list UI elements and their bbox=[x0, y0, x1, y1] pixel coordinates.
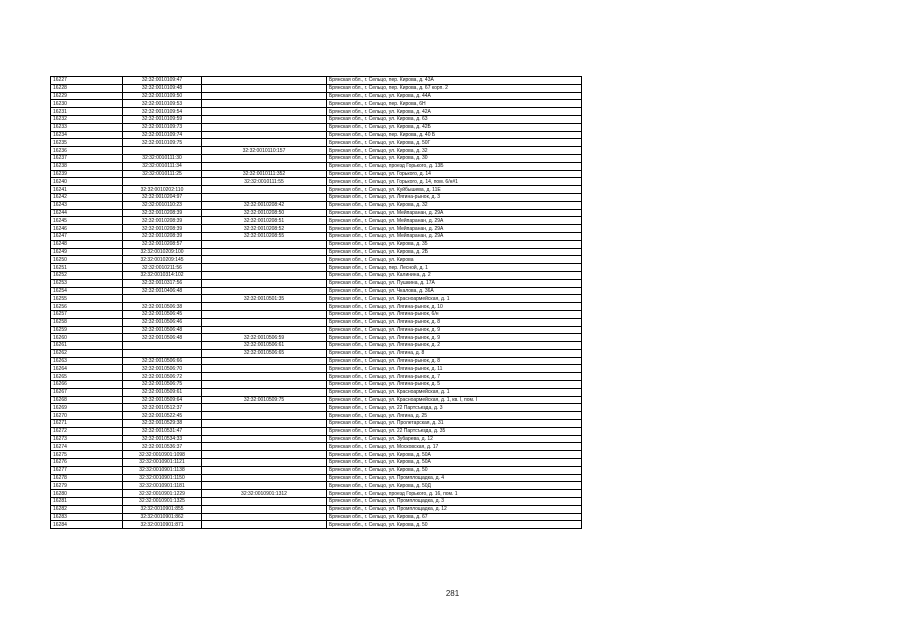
table-row bbox=[51, 193, 582, 201]
table-row bbox=[51, 404, 582, 412]
cadastral-number-cell: 32:32:0010531:47 bbox=[123, 427, 202, 435]
row-number-cell: 16272 bbox=[51, 427, 123, 435]
previous-number-cell bbox=[202, 131, 327, 139]
address-cell: Брянская обл., г. Сельцо, ул. Кирова, д. 32 bbox=[327, 147, 582, 155]
address-cell: Брянская обл., г. Сельцо, ул. Лягина-рынок, д. 9 bbox=[327, 334, 582, 342]
table-row bbox=[51, 474, 582, 482]
address-cell: Брянская обл., г. Сельцо, пер. Лесной, д. 1 bbox=[327, 264, 582, 272]
cadastral-number-cell: 32:32:0010314:102 bbox=[123, 271, 202, 279]
address-cell: Брянская обл., г. Сельцо, пер. Кирова, д. 40 Б bbox=[327, 131, 582, 139]
row-number-cell: 16284 bbox=[51, 521, 123, 529]
table-row bbox=[51, 381, 582, 389]
cadastral-number-cell: 32:32:0010208:57 bbox=[123, 240, 202, 248]
table-row bbox=[51, 147, 582, 155]
table-row bbox=[51, 420, 582, 428]
cadastral-number-cell: 32:32:0010109:74 bbox=[123, 131, 202, 139]
row-number-cell: 16260 bbox=[51, 334, 123, 342]
row-number-cell: 16255 bbox=[51, 295, 123, 303]
table-row bbox=[51, 459, 582, 467]
row-number-cell: 16257 bbox=[51, 310, 123, 318]
address-cell: Брянская обл., г. Сельцо, ул. 22 Партсъезда, д. 3 bbox=[327, 404, 582, 412]
previous-number-cell bbox=[202, 412, 327, 420]
previous-number-cell bbox=[202, 92, 327, 100]
table-row bbox=[51, 521, 582, 529]
previous-number-cell bbox=[202, 373, 327, 381]
cadastral-number-cell bbox=[123, 349, 202, 357]
address-cell: Брянская обл., г. Сельцо, ул. Лягина-рынок, д. 10 bbox=[327, 303, 582, 311]
row-number-cell: 16230 bbox=[51, 100, 123, 108]
cadastral-number-cell: 32:32:0010534:33 bbox=[123, 435, 202, 443]
address-cell: Брянская обл., г. Сельцо, ул. Лягина-рынок, д. 11 bbox=[327, 365, 582, 373]
address-cell: Брянская обл., г. Сельцо, пер. Кирова, 6Н bbox=[327, 100, 582, 108]
table-row bbox=[51, 77, 582, 85]
cadastral-number-cell: 32:32:0010202:110 bbox=[123, 186, 202, 194]
row-number-cell: 16268 bbox=[51, 396, 123, 404]
cadastral-number-cell: 32:32:0010509:61 bbox=[123, 388, 202, 396]
table-row bbox=[51, 318, 582, 326]
address-cell: Брянская обл., г. Сельцо, ул. Кирова, д. 63 bbox=[327, 115, 582, 123]
cadastral-number-cell: 32:32:0010111:34 bbox=[123, 162, 202, 170]
table-row bbox=[51, 232, 582, 240]
row-number-cell: 16245 bbox=[51, 217, 123, 225]
row-number-cell: 16250 bbox=[51, 256, 123, 264]
previous-number-cell: 32:32:0010208:50 bbox=[202, 209, 327, 217]
row-number-cell: 16275 bbox=[51, 451, 123, 459]
row-number-cell: 16238 bbox=[51, 162, 123, 170]
previous-number-cell bbox=[202, 482, 327, 490]
cadastral-number-cell: 32:32:0010506:48 bbox=[123, 326, 202, 334]
address-cell: Брянская обл., г. Сельцо, ул. Кирова, д. 50А bbox=[327, 459, 582, 467]
address-cell: Брянская обл., г. Сельцо, ул. Кирова, д. 50 bbox=[327, 466, 582, 474]
previous-number-cell bbox=[202, 193, 327, 201]
cadastral-number-cell: 32:32:0010110:23 bbox=[123, 201, 202, 209]
row-number-cell: 16253 bbox=[51, 279, 123, 287]
row-number-cell: 16229 bbox=[51, 92, 123, 100]
address-cell: Брянская обл., г. Сельцо, ул. Кирова, д. 50 bbox=[327, 521, 582, 529]
address-cell: Брянская обл., г. Сельцо, ул. Кирова, д. 30 bbox=[327, 154, 582, 162]
table-row bbox=[51, 342, 582, 350]
previous-number-cell bbox=[202, 388, 327, 396]
cadastral-number-cell: 32:32:0010901:871 bbox=[123, 521, 202, 529]
previous-number-cell bbox=[202, 521, 327, 529]
cadastral-number-cell: 32:32:0010529:38 bbox=[123, 420, 202, 428]
cadastral-number-cell: 32:32:0010109:48 bbox=[123, 84, 202, 92]
previous-number-cell bbox=[202, 84, 327, 92]
table-row bbox=[51, 139, 582, 147]
cadastral-number-cell: 32:32:0010901:1229 bbox=[123, 490, 202, 498]
previous-number-cell bbox=[202, 505, 327, 513]
previous-number-cell bbox=[202, 240, 327, 248]
row-number-cell: 16264 bbox=[51, 365, 123, 373]
cadastral-number-cell bbox=[123, 178, 202, 186]
cadastral-number-cell: 32:32:0010536:37 bbox=[123, 443, 202, 451]
address-cell: Брянская обл., г. Сельцо, ул. Московская, д. 17 bbox=[327, 443, 582, 451]
table-row bbox=[51, 264, 582, 272]
address-cell: Брянская обл., г. Сельцо, ул. Лягина-рынок, д. 7 bbox=[327, 373, 582, 381]
table-row bbox=[51, 365, 582, 373]
cadastral-number-cell: 32:32:0010901:1325 bbox=[123, 498, 202, 506]
previous-number-cell: 32:32:0010501:35 bbox=[202, 295, 327, 303]
cadastral-number-cell: 32:32:0010522:45 bbox=[123, 412, 202, 420]
address-cell: Брянская обл., г. Сельцо, проезд Горького, д. 16, пом. 1 bbox=[327, 490, 582, 498]
address-cell: Брянская обл., г. Сельцо, ул. Мейпаранан, д. 29А bbox=[327, 209, 582, 217]
table-row bbox=[51, 186, 582, 194]
address-cell: Брянская обл., г. Сельцо, ул. Чкалова, д. 36А bbox=[327, 287, 582, 295]
row-number-cell: 16265 bbox=[51, 373, 123, 381]
previous-number-cell bbox=[202, 451, 327, 459]
address-cell: Брянская обл., г. Сельцо, пер. Кирова, д. 67 корп. 2 bbox=[327, 84, 582, 92]
address-cell: Брянская обл., г. Сельцо, ул. Кирова bbox=[327, 256, 582, 264]
cadastral-number-cell: 32:32:0010209:100 bbox=[123, 248, 202, 256]
row-number-cell: 16283 bbox=[51, 513, 123, 521]
previous-number-cell: 32:32:0010111:352 bbox=[202, 170, 327, 178]
address-cell: Брянская обл., г. Сельцо, ул. Кирова, д. 2Б bbox=[327, 248, 582, 256]
address-cell: Брянская обл., г. Сельцо, ул. Кирова, д. 42А bbox=[327, 108, 582, 116]
previous-number-cell: 32:32:0010110:157 bbox=[202, 147, 327, 155]
cadastral-number-cell: 32:32:0010109:59 bbox=[123, 115, 202, 123]
address-cell: Брянская обл., г. Сельцо, ул. 22 Партсъезда, д. 35 bbox=[327, 427, 582, 435]
table-row bbox=[51, 326, 582, 334]
table-row bbox=[51, 303, 582, 311]
table-row bbox=[51, 271, 582, 279]
table-row bbox=[51, 443, 582, 451]
cadastral-number-cell: 32:32:0010109:53 bbox=[123, 100, 202, 108]
row-number-cell: 16261 bbox=[51, 342, 123, 350]
address-cell: Брянская обл., г. Сельцо, ул. Кирова, д. 67 bbox=[327, 513, 582, 521]
table-row bbox=[51, 201, 582, 209]
row-number-cell: 16254 bbox=[51, 287, 123, 295]
table-row bbox=[51, 310, 582, 318]
previous-number-cell: 32:32:0010208:52 bbox=[202, 225, 327, 233]
row-number-cell: 16280 bbox=[51, 490, 123, 498]
address-cell: Брянская обл., г. Сельцо, пер. Кирова, д. 43А bbox=[327, 77, 582, 85]
cadastral-number-cell: 32:32:0010901:862 bbox=[123, 513, 202, 521]
table-row bbox=[51, 108, 582, 116]
address-cell: Брянская обл., г. Сельцо, ул. Красноармейская, д. 1 bbox=[327, 295, 582, 303]
address-cell: Брянская обл., г. Сельцо, ул. Лягина-рынок, 6/н bbox=[327, 310, 582, 318]
cadastral-number-cell: 32:32:0010506:48 bbox=[123, 334, 202, 342]
previous-number-cell bbox=[202, 248, 327, 256]
row-number-cell: 16279 bbox=[51, 482, 123, 490]
address-cell: Брянская обл., г. Сельцо, ул. Кирова, д. 50А bbox=[327, 451, 582, 459]
previous-number-cell bbox=[202, 420, 327, 428]
row-number-cell: 16270 bbox=[51, 412, 123, 420]
table-row bbox=[51, 373, 582, 381]
address-cell: Брянская обл., г. Сельцо, ул. Кирова, д. 32 bbox=[327, 201, 582, 209]
address-cell: Брянская обл., г. Сельцо, ул. Пушкина, д. 17А bbox=[327, 279, 582, 287]
cadastral-number-cell: 32:32:0010506:70 bbox=[123, 365, 202, 373]
row-number-cell: 16228 bbox=[51, 84, 123, 92]
table-row bbox=[51, 279, 582, 287]
previous-number-cell bbox=[202, 404, 327, 412]
address-cell: Брянская обл., г. Сельцо, ул. Кирова, д. 35 bbox=[327, 240, 582, 248]
row-number-cell: 16278 bbox=[51, 474, 123, 482]
table-row bbox=[51, 100, 582, 108]
table-row bbox=[51, 84, 582, 92]
row-number-cell: 16244 bbox=[51, 209, 123, 217]
table-row bbox=[51, 92, 582, 100]
address-cell: Брянская обл., г. Сельцо, ул. Промплощадка, д. 4 bbox=[327, 474, 582, 482]
cadastral-number-cell bbox=[123, 295, 202, 303]
table-row bbox=[51, 427, 582, 435]
row-number-cell: 16236 bbox=[51, 147, 123, 155]
table-row bbox=[51, 412, 582, 420]
previous-number-cell: 32:32:0010208:42 bbox=[202, 201, 327, 209]
table-row bbox=[51, 178, 582, 186]
previous-number-cell: 32:32:0010208:55 bbox=[202, 232, 327, 240]
table-row bbox=[51, 240, 582, 248]
previous-number-cell: 32:32:0010506:59 bbox=[202, 334, 327, 342]
row-number-cell: 16266 bbox=[51, 381, 123, 389]
cadastral-number-cell: 32:32:0010109:75 bbox=[123, 139, 202, 147]
table-row bbox=[51, 482, 582, 490]
table-row bbox=[51, 451, 582, 459]
previous-number-cell bbox=[202, 310, 327, 318]
previous-number-cell bbox=[202, 326, 327, 334]
previous-number-cell bbox=[202, 256, 327, 264]
row-number-cell: 16252 bbox=[51, 271, 123, 279]
table-row bbox=[51, 505, 582, 513]
row-number-cell: 16243 bbox=[51, 201, 123, 209]
previous-number-cell bbox=[202, 365, 327, 373]
address-cell: Брянская обл., г. Сельцо, ул. Лягина, д. 8 bbox=[327, 349, 582, 357]
cadastral-number-cell: 32:32:0010109:50 bbox=[123, 92, 202, 100]
previous-number-cell bbox=[202, 303, 327, 311]
row-number-cell: 16262 bbox=[51, 349, 123, 357]
row-number-cell: 16231 bbox=[51, 108, 123, 116]
previous-number-cell bbox=[202, 77, 327, 85]
address-cell: Брянская обл., г. Сельцо, ул. Промплощадка, д. 3 bbox=[327, 498, 582, 506]
cadastral-number-cell: 32:32:0010506:38 bbox=[123, 303, 202, 311]
previous-number-cell bbox=[202, 115, 327, 123]
address-cell: Брянская обл., г. Сельцо, ул. Красноармейская, д. 1, кв. I, пом. I bbox=[327, 396, 582, 404]
row-number-cell: 16240 bbox=[51, 178, 123, 186]
row-number-cell: 16258 bbox=[51, 318, 123, 326]
previous-number-cell bbox=[202, 381, 327, 389]
previous-number-cell: 32:32:0010506:65 bbox=[202, 349, 327, 357]
previous-number-cell bbox=[202, 287, 327, 295]
previous-number-cell: 32:32:0010509:75 bbox=[202, 396, 327, 404]
cadastral-number-cell: 32:32:0010901:1150 bbox=[123, 474, 202, 482]
cadastral-number-cell: 32:32:0010204:97 bbox=[123, 193, 202, 201]
previous-number-cell bbox=[202, 264, 327, 272]
row-number-cell: 16239 bbox=[51, 170, 123, 178]
previous-number-cell bbox=[202, 123, 327, 131]
address-cell: Брянская обл., г. Сельцо, ул. Лягина-рынок, д. 8 bbox=[327, 357, 582, 365]
address-cell: Брянская обл., г. Сельцо, ул. Горького, д. 14, пом. 6/н#1 bbox=[327, 178, 582, 186]
previous-number-cell bbox=[202, 466, 327, 474]
row-number-cell: 16281 bbox=[51, 498, 123, 506]
table-row bbox=[51, 248, 582, 256]
cadastral-number-cell: 32:32:0010208:39 bbox=[123, 232, 202, 240]
row-number-cell: 16269 bbox=[51, 404, 123, 412]
cadastral-number-cell bbox=[123, 147, 202, 155]
cadastral-number-cell: 32:32:0010509:64 bbox=[123, 396, 202, 404]
previous-number-cell bbox=[202, 154, 327, 162]
table-row bbox=[51, 396, 582, 404]
table-row bbox=[51, 498, 582, 506]
address-cell: Брянская обл., г. Сельцо, ул. Лягина-рынок, д. 2 bbox=[327, 342, 582, 350]
cadastral-number-cell: 32:32:0010506:66 bbox=[123, 357, 202, 365]
table-row bbox=[51, 357, 582, 365]
cadastral-number-cell: 32:32:0010506:75 bbox=[123, 381, 202, 389]
table-row bbox=[51, 123, 582, 131]
address-cell: Брянская обл., г. Сельцо, ул. Кирова, д. 50Г bbox=[327, 139, 582, 147]
row-number-cell: 16276 bbox=[51, 459, 123, 467]
previous-number-cell bbox=[202, 427, 327, 435]
previous-number-cell bbox=[202, 357, 327, 365]
table-row bbox=[51, 490, 582, 498]
table-row bbox=[51, 217, 582, 225]
previous-number-cell bbox=[202, 108, 327, 116]
cadastral-number-cell: 32:32:0010109:47 bbox=[123, 77, 202, 85]
table-row bbox=[51, 225, 582, 233]
row-number-cell: 16233 bbox=[51, 123, 123, 131]
table-row bbox=[51, 256, 582, 264]
address-cell: Брянская обл., г. Сельцо, ул. Калинина, д. 2 bbox=[327, 271, 582, 279]
address-cell: Брянская обл., г. Сельцо, ул. Лягина, д. 25 bbox=[327, 412, 582, 420]
row-number-cell: 16259 bbox=[51, 326, 123, 334]
previous-number-cell bbox=[202, 271, 327, 279]
address-cell: Брянская обл., г. Сельцо, ул. Кирова, д. 50Д bbox=[327, 482, 582, 490]
cadastral-number-cell: 32:32:0010512:37 bbox=[123, 404, 202, 412]
table-row bbox=[51, 513, 582, 521]
row-number-cell: 16267 bbox=[51, 388, 123, 396]
row-number-cell: 16227 bbox=[51, 77, 123, 85]
previous-number-cell bbox=[202, 318, 327, 326]
cadastral-number-cell: 32:32:0010506:72 bbox=[123, 373, 202, 381]
cadastral-number-cell: 32:32:0010111:25 bbox=[123, 170, 202, 178]
table-row bbox=[51, 162, 582, 170]
cadastral-number-cell: 32:32:0010506:46 bbox=[123, 318, 202, 326]
cadastral-number-cell: 32:32:0010109:54 bbox=[123, 108, 202, 116]
row-number-cell: 16247 bbox=[51, 232, 123, 240]
address-cell: Брянская обл., г. Сельцо, ул. Зубарева, д. 12 bbox=[327, 435, 582, 443]
table-row bbox=[51, 154, 582, 162]
address-cell: Брянская обл., г. Сельцо, ул. Красноармейская, д. 1 bbox=[327, 388, 582, 396]
cadastral-number-cell: 32:32:0010901:1138 bbox=[123, 466, 202, 474]
address-cell: Брянская обл., г. Сельцо, ул. Пролетарская, д. 31 bbox=[327, 420, 582, 428]
address-cell: Брянская обл., г. Сельцо, ул. Промплощадка, д. 12 bbox=[327, 505, 582, 513]
address-cell: Брянская обл., г. Сельцо, ул. Лягина-рынок, д. 8 bbox=[327, 318, 582, 326]
row-number-cell: 16235 bbox=[51, 139, 123, 147]
previous-number-cell bbox=[202, 279, 327, 287]
previous-number-cell bbox=[202, 139, 327, 147]
row-number-cell: 16273 bbox=[51, 435, 123, 443]
table-row bbox=[51, 435, 582, 443]
address-cell: Брянская обл., г. Сельцо, ул. Лягина-рынок, д. 5 bbox=[327, 381, 582, 389]
cadastral-number-cell: 32:32:0010208:39 bbox=[123, 225, 202, 233]
row-number-cell: 16274 bbox=[51, 443, 123, 451]
address-cell: Брянская обл., г. Сельцо, ул. Мейпаранан, д. 29А bbox=[327, 232, 582, 240]
register-table-body bbox=[51, 77, 582, 529]
table-row bbox=[51, 388, 582, 396]
cadastral-number-cell: 32:32:0010901:1121 bbox=[123, 459, 202, 467]
table-row bbox=[51, 334, 582, 342]
row-number-cell: 16249 bbox=[51, 248, 123, 256]
row-number-cell: 16232 bbox=[51, 115, 123, 123]
table-row bbox=[51, 115, 582, 123]
cadastral-number-cell: 32:32:0010209:145 bbox=[123, 256, 202, 264]
address-cell: Брянская обл., г. Сельцо, ул. Лягина-рынок, д. 3 bbox=[327, 193, 582, 201]
previous-number-cell bbox=[202, 100, 327, 108]
cadastral-number-cell: 32:32:0010406:48 bbox=[123, 287, 202, 295]
previous-number-cell bbox=[202, 498, 327, 506]
row-number-cell: 16242 bbox=[51, 193, 123, 201]
previous-number-cell bbox=[202, 435, 327, 443]
row-number-cell: 16246 bbox=[51, 225, 123, 233]
table-row bbox=[51, 209, 582, 217]
table-row bbox=[51, 349, 582, 357]
previous-number-cell bbox=[202, 474, 327, 482]
previous-number-cell bbox=[202, 443, 327, 451]
row-number-cell: 16237 bbox=[51, 154, 123, 162]
cadastral-number-cell: 32:32:0010211:56 bbox=[123, 264, 202, 272]
table-row bbox=[51, 131, 582, 139]
previous-number-cell bbox=[202, 162, 327, 170]
address-cell: Брянская обл., г. Сельцо, ул. Горького, д. 14 bbox=[327, 170, 582, 178]
row-number-cell: 16277 bbox=[51, 466, 123, 474]
previous-number-cell: 32:32:0010111:55 bbox=[202, 178, 327, 186]
row-number-cell: 16234 bbox=[51, 131, 123, 139]
address-cell: Брянская обл., г. Сельцо, ул. Мейпаранан, д. 29А bbox=[327, 217, 582, 225]
cadastral-number-cell: 32:32:0010109:73 bbox=[123, 123, 202, 131]
row-number-cell: 16282 bbox=[51, 505, 123, 513]
row-number-cell: 16251 bbox=[51, 264, 123, 272]
table-row bbox=[51, 466, 582, 474]
previous-number-cell: 32:32:0010208:51 bbox=[202, 217, 327, 225]
row-number-cell: 16256 bbox=[51, 303, 123, 311]
previous-number-cell bbox=[202, 459, 327, 467]
cadastral-number-cell: 32:32:0010317:56 bbox=[123, 279, 202, 287]
row-number-cell: 16248 bbox=[51, 240, 123, 248]
cadastral-number-cell: 32:32:0010901:1098 bbox=[123, 451, 202, 459]
cadastral-number-cell: 32:32:0010111:30 bbox=[123, 154, 202, 162]
table-row bbox=[51, 295, 582, 303]
cadastral-number-cell: 32:32:0010901:855 bbox=[123, 505, 202, 513]
previous-number-cell: 32:32:0010506:61 bbox=[202, 342, 327, 350]
row-number-cell: 16241 bbox=[51, 186, 123, 194]
cadastral-number-cell: 32:32:0010208:39 bbox=[123, 209, 202, 217]
cadastral-number-cell: 32:32:0010901:1181 bbox=[123, 482, 202, 490]
cadastral-number-cell: 32:32:0010506:45 bbox=[123, 310, 202, 318]
row-number-cell: 16271 bbox=[51, 420, 123, 428]
previous-number-cell bbox=[202, 513, 327, 521]
address-cell: Брянская обл., г. Сельцо, ул. Кирова, д. 44А bbox=[327, 92, 582, 100]
address-cell: Брянская обл., г. Сельцо, ул. Кирова, д. 42Б bbox=[327, 123, 582, 131]
cadastral-number-cell bbox=[123, 342, 202, 350]
cadastral-number-cell: 32:32:0010208:39 bbox=[123, 217, 202, 225]
property-register-table bbox=[50, 76, 582, 529]
table-row bbox=[51, 287, 582, 295]
address-cell: Брянская обл., г. Сельцо, ул. Куйбышева, д. 11Е bbox=[327, 186, 582, 194]
address-cell: Брянская обл., г. Сельцо, проезд Горького, д. 13Б bbox=[327, 162, 582, 170]
table-row bbox=[51, 170, 582, 178]
address-cell: Брянская обл., г. Сельцо, ул. Мейпаранан, д. 29А bbox=[327, 225, 582, 233]
row-number-cell: 16263 bbox=[51, 357, 123, 365]
address-cell: Брянская обл., г. Сельцо, ул. Лягина-рынок, д. 9 bbox=[327, 326, 582, 334]
previous-number-cell bbox=[202, 186, 327, 194]
previous-number-cell: 32:32:0010901:1312 bbox=[202, 490, 327, 498]
page-number: 281 bbox=[445, 589, 460, 598]
